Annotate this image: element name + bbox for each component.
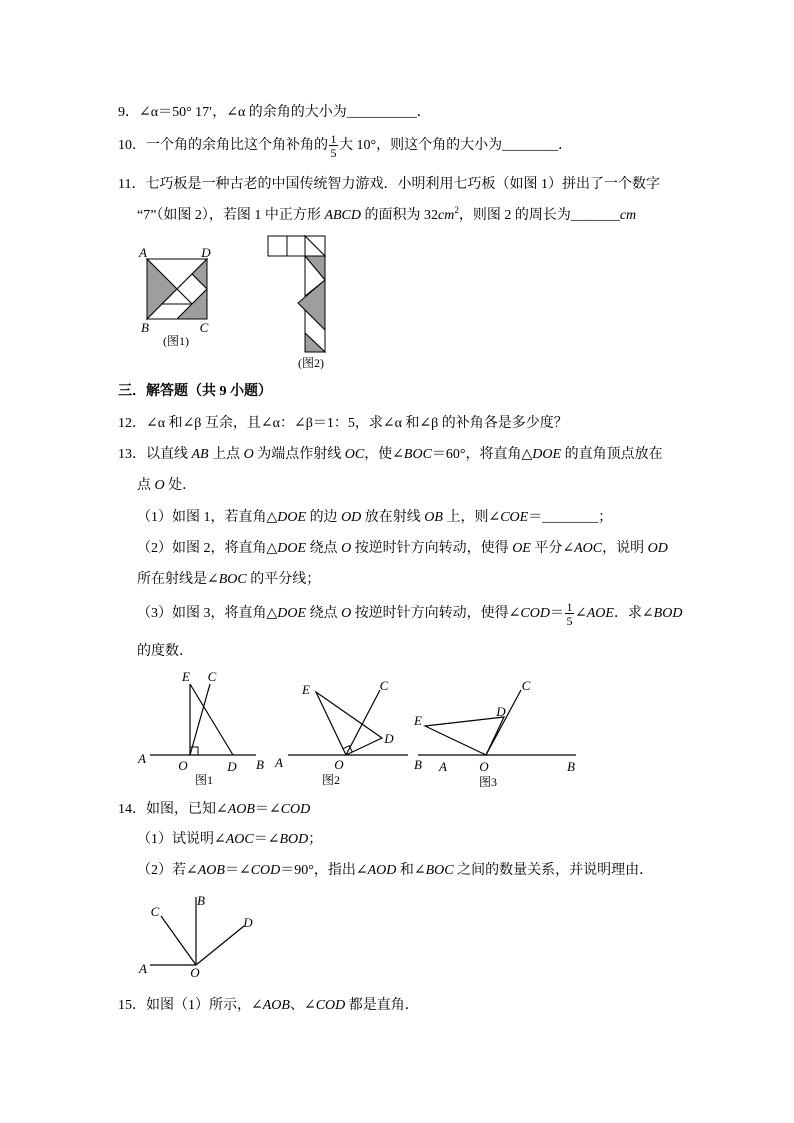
label-A: A <box>139 961 147 976</box>
label-B: B <box>197 893 205 908</box>
section-heading <box>118 383 272 401</box>
italic-variable: AOB <box>262 998 290 1013</box>
question-11-line-2 <box>137 207 636 225</box>
text-run: （2）若∠ <box>137 863 198 878</box>
label-O: O <box>178 758 188 773</box>
text-run: 大 10°，则这个角的大小为________． <box>339 138 573 153</box>
fraction <box>329 132 338 160</box>
italic-variable: OD <box>341 510 362 525</box>
figure-caption: 图1 <box>194 773 214 787</box>
text-run: 上点 <box>208 447 244 462</box>
q13-figure-1 <box>137 669 264 787</box>
text-run: 处． <box>164 478 197 493</box>
question-12-line-1 <box>118 415 568 433</box>
label-A: A <box>139 245 147 260</box>
italic-variable: OB <box>424 510 443 525</box>
label-B: B <box>567 759 575 774</box>
text-run: （1）试说明∠ <box>137 832 226 847</box>
label-B: B <box>256 757 264 772</box>
italic-variable: cm <box>619 208 637 223</box>
text-run: 13．以直线 <box>118 447 192 462</box>
text-run: ； <box>308 832 323 847</box>
segment-ED <box>190 684 233 755</box>
text-run: 为端点作射线 <box>253 447 345 462</box>
italic-variable: AOC <box>225 832 254 847</box>
question-14-part-2 <box>137 862 653 880</box>
label-D: D <box>201 245 211 260</box>
label-C: C <box>199 320 209 335</box>
label-O: O <box>190 965 200 980</box>
text-run: 和∠ <box>396 863 426 878</box>
italic-variable: O <box>341 606 352 621</box>
text-run: 的直角顶点放在 <box>561 447 663 462</box>
text-run: 9．∠α＝50° 17′，∠α 的余角的大小为__________． <box>118 105 431 120</box>
question-14-line-1 <box>118 801 310 819</box>
italic-variable: AOB <box>227 802 255 817</box>
fraction <box>565 600 574 628</box>
label-C: C <box>379 678 389 693</box>
text-run: ＝∠ <box>254 802 281 817</box>
text-run: ∠ <box>574 606 587 621</box>
text-run: ＝90°，指出∠ <box>280 863 368 878</box>
italic-variable: OD <box>647 541 668 556</box>
question-13-part-1 <box>137 509 612 527</box>
label-A: A <box>275 755 283 770</box>
italic-variable: DOE <box>277 606 307 621</box>
text-run: 绕点 <box>306 541 342 556</box>
label-E: E <box>302 682 310 697</box>
text-run: ．求∠ <box>613 606 654 621</box>
italic-variable: COD <box>280 802 311 817</box>
question-14-part-1 <box>137 831 322 849</box>
question-13-line-2 <box>137 477 196 495</box>
label-D: D <box>384 731 394 746</box>
figure-caption: (图1) <box>163 334 189 348</box>
figure-caption: 图3 <box>478 775 498 789</box>
italic-variable: DOE <box>277 541 307 556</box>
italic-variable: O <box>341 541 352 556</box>
italic-variable: O <box>243 447 254 462</box>
question-9-line-1 <box>118 104 431 122</box>
label-A: A <box>138 751 146 766</box>
text-run: ＝∠ <box>224 863 251 878</box>
italic-variable: BOD <box>279 832 309 847</box>
question-10-line-1 <box>118 132 573 160</box>
text-run: 按逆时针方向转动，使得 <box>351 541 513 556</box>
italic-variable: COE <box>500 510 529 525</box>
label-C: C <box>207 669 217 684</box>
text-run: ＝ <box>549 606 564 621</box>
fraction-numerator: 1 <box>330 132 337 146</box>
italic-variable: COD <box>250 863 281 878</box>
tangram-top-bar-piece <box>287 236 305 256</box>
label-O: O <box>479 759 489 774</box>
text-run: （3）如图 3，将直角△ <box>137 606 278 621</box>
text-run: 12．∠α 和∠β 互余，且∠α：∠β＝1：5，求∠α 和∠β 的补角各是多少度？ <box>118 416 568 431</box>
question-13-part-2 <box>137 540 668 558</box>
text-run: ＝∠ <box>253 832 280 847</box>
text-run: （2）如图 2，将直角△ <box>137 541 278 556</box>
ray-OC <box>346 690 380 755</box>
q13-figure-3 <box>413 678 576 789</box>
label-A: A <box>439 759 447 774</box>
text-run: 按逆时针方向转动，使得∠ <box>351 606 521 621</box>
label-E: E <box>414 713 422 728</box>
text-run: 之间的数量关系，并说明理由． <box>453 863 654 878</box>
q13-figure-2 <box>274 678 422 787</box>
text-run: ，则图 2 的周长为_______ <box>458 208 620 223</box>
text-run: ＝60°，将直角△ <box>431 447 533 462</box>
label-D: D <box>243 915 253 930</box>
italic-variable: COD <box>315 998 346 1013</box>
question-13-part-2-cont <box>137 571 320 589</box>
text-run: 14．如图，已知∠ <box>118 802 228 817</box>
question-13-part-3-cont <box>137 643 193 661</box>
italic-variable: O <box>154 478 165 493</box>
italic-variable: DOE <box>277 510 307 525</box>
italic-variable: ABCD <box>324 208 361 223</box>
label-B: B <box>414 757 422 772</box>
text-run: 11．七巧板是一种古老的中国传统智力游戏．小明利用七巧板（如图 1）拼出了一个数字 <box>118 177 660 192</box>
italic-variable: AB <box>191 447 209 462</box>
text-run: 的度数． <box>137 644 193 659</box>
text-run: 的边 <box>306 510 342 525</box>
label-E: E <box>182 669 190 684</box>
text-run: 平分∠ <box>530 541 575 556</box>
text-run: ，使∠ <box>364 447 404 462</box>
tangram-square-figure <box>138 245 211 348</box>
question-13-part-3 <box>137 600 683 628</box>
italic-variable: DOE <box>532 447 562 462</box>
label-C: C <box>521 678 531 693</box>
tangram-square-piece <box>268 236 287 256</box>
italic-variable: BOC <box>403 447 432 462</box>
fraction-numerator: 1 <box>566 600 573 614</box>
text-run: 的面积为 32 <box>361 208 438 223</box>
text-run: 三．解答题（共 9 小题） <box>118 384 272 399</box>
text-run: “7”（如图 2），若图 1 中正方形 <box>137 208 325 223</box>
fraction-denominator: 5 <box>566 614 573 628</box>
tangram-seven-figure <box>268 236 325 370</box>
figure-caption: 图2 <box>321 773 341 787</box>
italic-variable: OC <box>344 447 365 462</box>
question-13-line-1 <box>118 446 663 464</box>
text-run: 所在射线是∠ <box>137 572 219 587</box>
question-15-line-1 <box>118 997 419 1015</box>
italic-variable: COD <box>520 606 550 621</box>
ray-OD <box>196 926 244 965</box>
text-run: 15．如图（1）所示，∠ <box>118 998 263 1013</box>
italic-variable: cm <box>438 208 455 223</box>
italic-variable: BOC <box>218 572 247 587</box>
ray-OC <box>486 690 521 755</box>
label-D: D <box>227 759 237 774</box>
text-run: 点 <box>137 478 155 493</box>
text-run: 10．一个角的余角比这个角补角的 <box>118 138 328 153</box>
text-run: 放在射线 <box>361 510 425 525</box>
text-run: 的平分线； <box>246 572 321 587</box>
label-C: C <box>150 904 160 919</box>
italic-variable: AOD <box>367 863 397 878</box>
question-11-line-1 <box>118 176 660 194</box>
text-run: （1）如图 1，若直角△ <box>137 510 278 525</box>
label-B: B <box>141 320 149 335</box>
figure-caption: (图2) <box>298 356 324 370</box>
ray-OC <box>161 916 196 965</box>
triangle-DOE <box>425 717 504 755</box>
label-D: D <box>496 704 506 719</box>
text-run: ＝________； <box>528 510 613 525</box>
italic-variable: AOC <box>574 541 603 556</box>
fraction-denominator: 5 <box>330 146 337 160</box>
superscript: 2 <box>454 205 459 215</box>
ray-OC <box>190 684 210 755</box>
q14-figure <box>138 893 253 980</box>
text-run: ，说明 <box>602 541 648 556</box>
italic-variable: BOD <box>653 606 683 621</box>
italic-variable: BOC <box>425 863 454 878</box>
italic-variable: OE <box>512 541 531 556</box>
text-run: 都是直角． <box>345 998 419 1013</box>
text-run: 绕点 <box>306 606 342 621</box>
text-run: 上，则∠ <box>442 510 501 525</box>
text-run: 、∠ <box>289 998 316 1013</box>
italic-variable: AOE <box>586 606 614 621</box>
label-O: O <box>334 757 344 772</box>
italic-variable: AOB <box>197 863 225 878</box>
